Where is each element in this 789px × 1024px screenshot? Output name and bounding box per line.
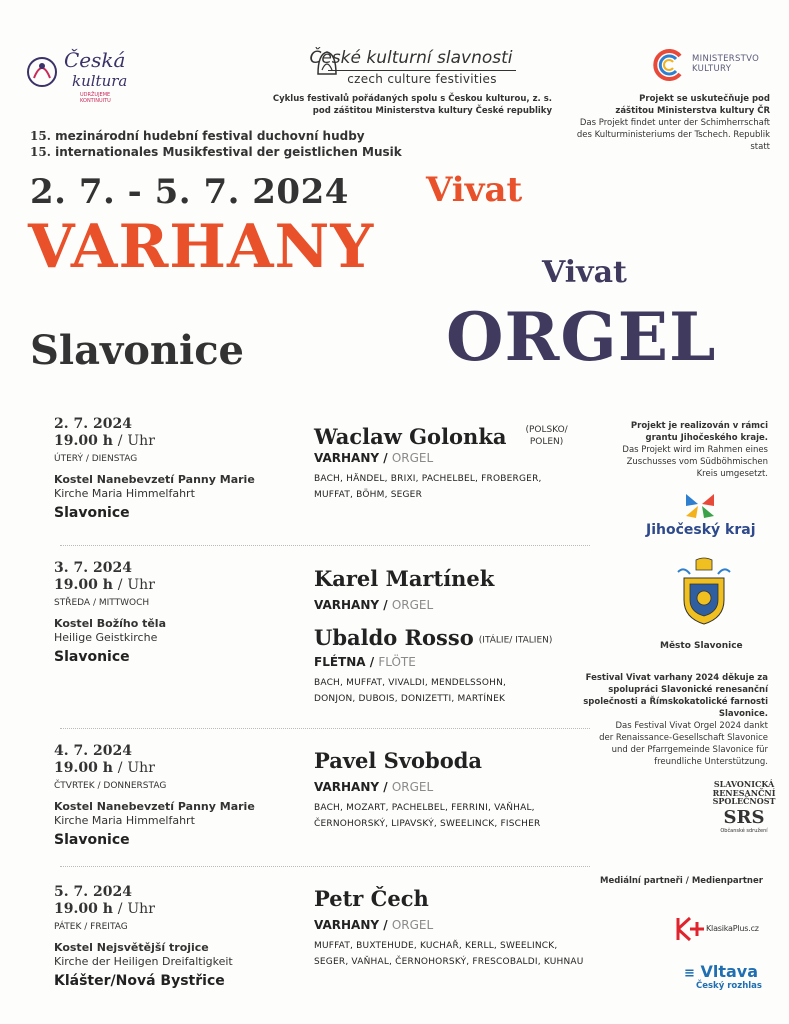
performer-country: (POLSKO/ POLEN) bbox=[525, 425, 568, 447]
instrument-de: ORGEL bbox=[391, 451, 434, 465]
instrument-de: ORGEL bbox=[391, 780, 434, 794]
performer-instrument: VARHANY / ORGEL bbox=[314, 918, 434, 932]
ministry-line2: KULTURY bbox=[692, 64, 732, 74]
concert-place: Klášter/Nová Bystřice bbox=[54, 973, 225, 989]
ministry-culture-logo bbox=[650, 46, 760, 86]
time-value: 19.00 h bbox=[54, 901, 113, 917]
slavonice-label: Město Slavonice bbox=[660, 641, 743, 651]
ceska-kultura-mark-icon bbox=[26, 52, 58, 92]
festival-text-cz: mezinárodní hudební festival duchovní hudby bbox=[55, 129, 365, 143]
church-de: Kirche der Heiligen Dreifaltigkeit bbox=[54, 955, 233, 968]
festivities-mark-icon bbox=[314, 48, 340, 78]
instrument-cz: VARHANY bbox=[314, 918, 380, 932]
repertoire-line: SEGER, VAŇHAL, ČERNOHORSKÝ, FRESCOBALDI, KUHNAU bbox=[314, 957, 584, 967]
repertoire-line: BACH, MUFFAT, VIVALDI, MENDELSSOHN, bbox=[314, 678, 507, 688]
performer-name: Karel Martínek bbox=[314, 566, 495, 591]
festival-subtitle bbox=[30, 128, 402, 160]
ministry-sub-line: des Kulturministeriums der Tschech. Republik statt bbox=[576, 130, 770, 152]
church-cz: Kostel Nanebevzetí Panny Marie bbox=[54, 473, 255, 486]
ministry-subtitle bbox=[570, 93, 770, 153]
town-title: Slavonice bbox=[30, 327, 245, 374]
srs-line: SLAVONICKÁ bbox=[713, 779, 775, 789]
instrument-cz: VARHANY bbox=[314, 451, 380, 465]
concert-date: 2. 7. 2024 bbox=[54, 416, 132, 432]
concert-day: STŘEDA / MITTWOCH bbox=[54, 598, 150, 608]
repertoire-line: MUFFAT, BUXTEHUDE, KUCHAŘ, KERLL, SWEELINCK, bbox=[314, 941, 558, 951]
day-cz: PÁTEK bbox=[54, 922, 82, 932]
repertoire-line: ČERNOHORSKÝ, LIPAVSKÝ, SWEELINCK, FISCHER bbox=[314, 819, 541, 829]
ministry-sub-line: Projekt se uskutečňuje pod bbox=[639, 94, 770, 104]
ceska-kultura-tag: UDRŽUJEME KONTINUITU bbox=[80, 92, 111, 104]
instrument-cz: FLÉTNA bbox=[314, 655, 366, 669]
srs-sub: Občanské sdružení bbox=[720, 827, 768, 834]
festival-line-cz bbox=[30, 128, 402, 144]
church-de: Kirche Maria Himmelfahrt bbox=[54, 487, 195, 500]
day-de: DIENSTAG bbox=[91, 454, 138, 464]
concert-day: PÁTEK / FREITAG bbox=[54, 922, 128, 932]
instrument-de: ORGEL bbox=[391, 598, 434, 612]
festival-text-de: internationales Musikfestival der geistlichen Musik bbox=[55, 145, 402, 159]
performer-instrument: VARHANY / ORGEL bbox=[314, 598, 434, 612]
separator: / bbox=[117, 901, 123, 917]
performer-name: Pavel Svoboda bbox=[314, 748, 483, 773]
concert-place: Slavonice bbox=[54, 505, 130, 521]
srs-line: RENESANČNÍ bbox=[712, 787, 776, 798]
repertoire-line: BACH, HÄNDEL, BRIXI, PACHELBEL, FROBERGER, bbox=[314, 474, 542, 484]
church-cz: Kostel Nanebevzetí Panny Marie bbox=[54, 800, 255, 813]
day-de: FREITAG bbox=[90, 922, 128, 932]
vivat-orange: Vivat bbox=[426, 170, 523, 210]
performer-instrument: VARHANY / ORGEL bbox=[314, 451, 434, 465]
day-cz: ČTVRTEK bbox=[54, 781, 95, 791]
repertoire-line: BACH, MOZART, PACHELBEL, FERRINI, VAŇHAL, bbox=[314, 803, 535, 813]
separator: / bbox=[117, 433, 123, 449]
separator: / bbox=[117, 577, 123, 593]
divider bbox=[60, 866, 590, 867]
ministry-line1: MINISTERSTVO bbox=[692, 54, 760, 64]
church-de: Kirche Maria Himmelfahrt bbox=[54, 814, 195, 827]
performer-heading bbox=[314, 625, 614, 651]
performer-name: Ubaldo Rosso bbox=[314, 625, 474, 650]
srs-monogram: SRS bbox=[723, 806, 765, 828]
time-de: Uhr bbox=[127, 760, 155, 776]
festivities-sub-line: Cyklus festivalů pořádaných spolu s Českou kulturou, z. s. bbox=[272, 94, 552, 104]
thanks-line: freundliche Unterstützung. bbox=[654, 757, 768, 767]
festivities-subtitle bbox=[270, 93, 552, 117]
thanks-line: und der Pfarrgemeinde Slavonice für bbox=[611, 745, 768, 755]
repertoire bbox=[314, 938, 614, 970]
concert-place: Slavonice bbox=[54, 649, 130, 665]
ceska-kultura-logo bbox=[26, 40, 136, 102]
festival-dates: 2. 7. - 5. 7. 2024 bbox=[30, 172, 349, 212]
grant-line: Projekt je realizován v rámci bbox=[630, 421, 768, 431]
concert-date: 3. 7. 2024 bbox=[54, 560, 132, 576]
ministry-sub-line: záštitou Ministerstva kultury ČR bbox=[615, 106, 770, 116]
grant-line: Kreis umgesetzt. bbox=[696, 469, 768, 479]
church-cz: Kostel Nejsvětější trojice bbox=[54, 941, 209, 954]
performer-block bbox=[314, 424, 614, 503]
instrument-cz: VARHANY bbox=[314, 598, 380, 612]
concert-date: 4. 7. 2024 bbox=[54, 743, 132, 759]
performer-name: Waclaw Golonka bbox=[314, 424, 507, 449]
klasika-text: KlasikaPlus.cz bbox=[706, 924, 759, 933]
day-de: DONNERSTAG bbox=[103, 781, 167, 791]
thanks-line: spolupráci Slavonické renesanční bbox=[608, 685, 768, 695]
varhany-title: VARHANY bbox=[28, 212, 375, 282]
day-de: MITTWOCH bbox=[98, 598, 150, 608]
grant-line: Zuschusses vom Südböhmischen bbox=[626, 457, 768, 467]
day-cz: ÚTERÝ bbox=[54, 454, 83, 464]
ministry-circle-icon bbox=[650, 46, 688, 84]
vltava-wave-icon: ≡ bbox=[684, 966, 695, 981]
church-cz: Kostel Božího těla bbox=[54, 617, 166, 630]
klasikaplus-logo bbox=[672, 914, 772, 944]
separator: / bbox=[117, 760, 123, 776]
vltava-logo bbox=[684, 962, 774, 991]
festival-line-de bbox=[30, 144, 402, 160]
time-de: Uhr bbox=[127, 901, 155, 917]
vltava-text: Vltava bbox=[700, 962, 759, 981]
slavonice-crest-icon bbox=[676, 556, 732, 626]
festivities-line1: České kulturní slavnosti bbox=[309, 48, 513, 68]
media-partners-label: Mediální partneři / Medienpartner bbox=[600, 876, 763, 886]
grant-note bbox=[590, 420, 768, 480]
vltava-title bbox=[684, 962, 774, 981]
day-cz: STŘEDA bbox=[54, 598, 91, 608]
church-de: Heilige Geistkirche bbox=[54, 631, 158, 644]
repertoire bbox=[314, 471, 614, 503]
ministry-logo-text bbox=[692, 54, 759, 74]
srs-logo bbox=[712, 780, 776, 834]
klasika-mark-icon bbox=[672, 914, 706, 944]
ministry-sub-line: Das Projekt findet unter der Schimherrschaft bbox=[579, 118, 770, 128]
time-de: Uhr bbox=[127, 433, 155, 449]
performer-instrument: VARHANY / ORGEL bbox=[314, 780, 434, 794]
thanks-line: společnosti a Římskokatolické farnosti bbox=[583, 697, 768, 707]
concert-place: Slavonice bbox=[54, 832, 130, 848]
festivities-sub-line: pod záštitou Ministerstva kultury České republiky bbox=[312, 106, 552, 116]
time-value: 19.00 h bbox=[54, 577, 113, 593]
vltava-sub: Český rozhlas bbox=[696, 981, 762, 991]
srs-line: SPOLEČNOST bbox=[712, 796, 776, 806]
time-value: 19.00 h bbox=[54, 760, 113, 776]
performer-heading bbox=[314, 424, 614, 450]
orgel-title: ORGEL bbox=[446, 298, 717, 376]
repertoire-line: DONJON, DUBOIS, DONIZETTI, MARTÍNEK bbox=[314, 694, 506, 704]
czech-culture-festivities-logo bbox=[286, 48, 536, 86]
festival-num: 15. bbox=[30, 129, 51, 143]
concert-day: ČTVRTEK / DONNERSTAG bbox=[54, 781, 167, 791]
divider bbox=[60, 728, 590, 729]
grant-line: Das Projekt wird im Rahmen eines bbox=[622, 445, 768, 455]
time-de: Uhr bbox=[127, 577, 155, 593]
repertoire-line: MUFFAT, BÖHM, SEGER bbox=[314, 490, 423, 500]
thanks-line: Festival Vivat varhany 2024 děkuje za bbox=[585, 673, 768, 683]
thanks-line: Das Festival Vivat Orgel 2024 dankt bbox=[615, 721, 768, 731]
concert-day: ÚTERÝ / DIENSTAG bbox=[54, 454, 138, 464]
thanks-note bbox=[568, 672, 768, 768]
repertoire bbox=[314, 800, 614, 832]
performer-country: (ITÁLIE/ ITALIEN) bbox=[478, 635, 553, 646]
performer-name: Petr Čech bbox=[314, 886, 429, 911]
jihocesky-kraj-icon bbox=[682, 490, 718, 520]
ceska-kultura-line1: Česká bbox=[64, 48, 126, 72]
festival-num: 15. bbox=[30, 145, 51, 159]
divider bbox=[60, 545, 590, 546]
grant-line: grantu Jihočeského kraje. bbox=[645, 433, 768, 443]
jihocesky-kraj-label: Jihočeský kraj bbox=[646, 522, 756, 538]
concert-date: 5. 7. 2024 bbox=[54, 884, 132, 900]
performer-instrument: FLÉTNA / FLÖTE bbox=[314, 655, 416, 669]
festivities-line2: czech culture festivities bbox=[328, 70, 516, 86]
instrument-cz: VARHANY bbox=[314, 780, 380, 794]
vivat-purple: Vivat bbox=[542, 255, 627, 290]
time-value: 19.00 h bbox=[54, 433, 113, 449]
performer-block bbox=[314, 886, 614, 970]
instrument-de: ORGEL bbox=[391, 918, 434, 932]
thanks-line: Slavonice. bbox=[718, 709, 768, 719]
ceska-kultura-line2: kultura bbox=[72, 72, 128, 90]
thanks-line: der Renaissance-Gesellschaft Slavonice bbox=[599, 733, 768, 743]
instrument-de: FLÖTE bbox=[378, 655, 416, 669]
